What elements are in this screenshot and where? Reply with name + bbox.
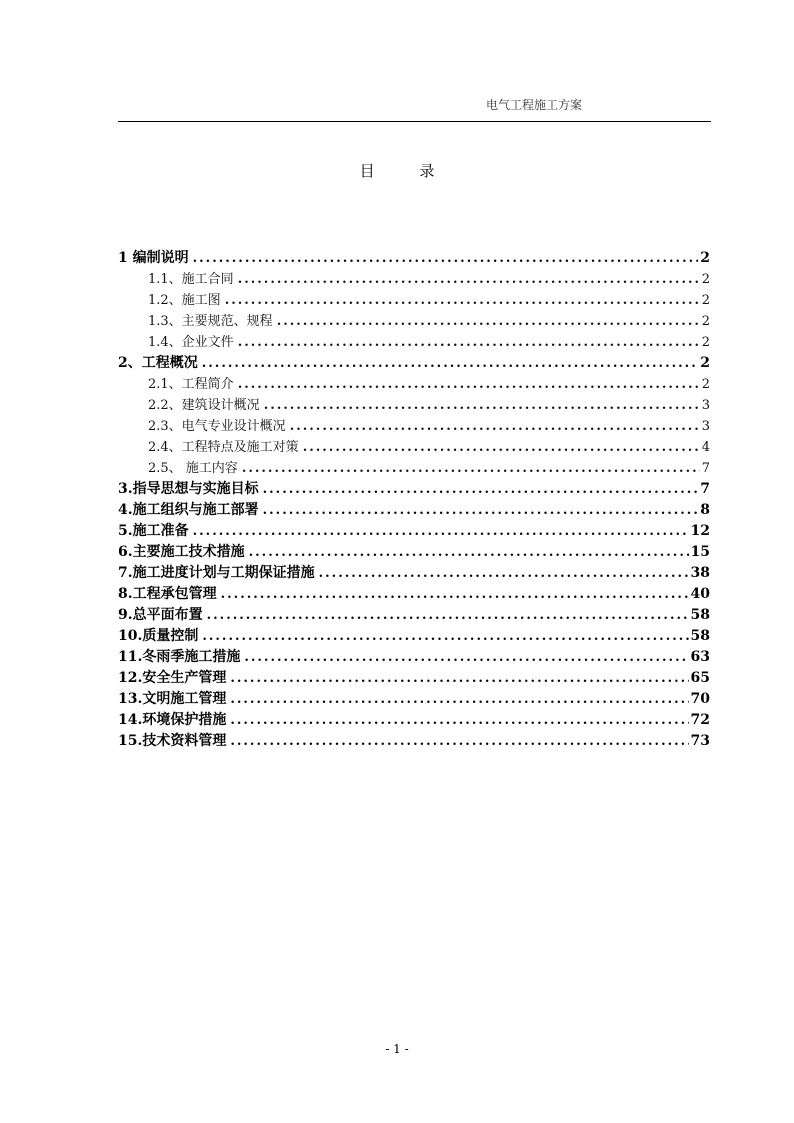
toc-leader-dots: [230, 689, 688, 710]
toc-entry-label: 2.3、电气专业设计概况: [148, 419, 286, 434]
toc-leader-dots: [193, 521, 689, 542]
toc-entry-label: 1.4、企业文件: [148, 335, 234, 350]
toc-entry-page: 73: [690, 733, 710, 749]
toc-entry-label: 12.安全生产管理: [118, 670, 227, 686]
toc-entry[interactable]: [118, 374, 710, 395]
toc-entry[interactable]: [118, 416, 710, 437]
toc-entry-label: 2.5、 施工内容: [148, 461, 238, 476]
toc-leader-dots: [193, 248, 699, 269]
toc-leader-dots: [249, 542, 689, 563]
toc-leader-dots: [225, 290, 700, 311]
toc-entry[interactable]: [118, 605, 710, 626]
toc-leader-dots: [230, 668, 688, 689]
toc-entry-label: 9.总平面布置: [118, 607, 203, 623]
toc-leader-dots: [230, 731, 688, 752]
toc-entry-page: 72: [690, 712, 710, 728]
page-number: - 1 -: [385, 1042, 409, 1056]
toc-entry[interactable]: [118, 521, 710, 542]
header-title: 电气工程施工方案: [485, 98, 582, 112]
toc-entry[interactable]: [118, 563, 710, 584]
toc-entry[interactable]: [118, 626, 710, 647]
toc-entry[interactable]: [118, 731, 710, 752]
toc-entry-page: 4: [701, 440, 710, 455]
toc-entry-page: 7: [700, 481, 710, 497]
toc-leader-dots: [303, 437, 700, 458]
toc-entry[interactable]: [118, 332, 710, 353]
toc-leader-dots: [238, 269, 700, 290]
toc-entry-page: 2: [701, 314, 710, 329]
toc-entry-page: 3: [701, 398, 710, 413]
toc-leader-dots: [264, 395, 700, 416]
toc-entry[interactable]: [118, 710, 710, 731]
toc-entry-page: 15: [690, 544, 710, 560]
toc-entry-page: 2: [701, 272, 710, 287]
toc-entry-page: 2: [701, 293, 710, 308]
toc-entry-page: 63: [690, 649, 710, 665]
toc-entry-label: 4.施工组织与施工部署: [118, 502, 259, 518]
toc-entry-label: 2、工程概况: [118, 355, 198, 371]
toc-leader-dots: [319, 563, 689, 584]
toc-entry[interactable]: [118, 311, 710, 332]
toc-leader-dots: [263, 500, 699, 521]
toc-entry-label: 1.2、施工图: [148, 293, 221, 308]
toc-entry-page: 58: [690, 628, 710, 644]
toc-leader-dots: [202, 626, 688, 647]
toc-leader-dots: [277, 311, 700, 332]
toc-entry-label: 2.4、工程特点及施工对策: [148, 440, 299, 455]
toc-leader-dots: [238, 374, 700, 395]
toc-leader-dots: [238, 332, 700, 353]
toc-entry-label: 7.施工进度计划与工期保证措施: [118, 565, 315, 581]
toc-entry[interactable]: [118, 479, 710, 500]
toc-entry-page: 2: [700, 250, 710, 266]
toc-leader-dots: [202, 353, 699, 374]
toc-entry-label: 5.施工准备: [118, 523, 189, 539]
toc-entry[interactable]: [118, 458, 710, 479]
toc-entry-page: 38: [690, 565, 710, 581]
toc-entry-label: 15.技术资料管理: [118, 733, 227, 749]
toc-entry-page: 70: [690, 691, 710, 707]
toc-entry-label: 13.文明施工管理: [118, 691, 227, 707]
toc-entry-label: 14.环境保护措施: [118, 712, 227, 728]
toc-entry-page: 58: [690, 607, 710, 623]
toc-entry-label: 2.2、建筑设计概况: [148, 398, 260, 413]
toc-title: 目 录: [359, 162, 455, 180]
toc-entry-page: 7: [701, 461, 710, 476]
toc-entry-page: 2: [701, 335, 710, 350]
toc-leader-dots: [290, 416, 700, 437]
toc-entry-label: 3.指导思想与实施目标: [118, 481, 259, 497]
toc-entry-page: 12: [690, 523, 710, 539]
toc-entry[interactable]: [118, 395, 710, 416]
toc-entry-page: 40: [690, 586, 710, 602]
toc-leader-dots: [263, 479, 699, 500]
toc-entry-label: 8.工程承包管理: [118, 586, 217, 602]
toc-leader-dots: [230, 710, 688, 731]
toc-entry[interactable]: [118, 290, 710, 311]
toc-entry-label: 2.1、工程简介: [148, 377, 234, 392]
toc-leader-dots: [244, 647, 688, 668]
toc-entry-page: 65: [690, 670, 710, 686]
toc-entry[interactable]: [118, 269, 710, 290]
toc-entry-page: 8: [700, 502, 710, 518]
toc-entry[interactable]: [118, 584, 710, 605]
header-rule: [118, 121, 711, 122]
toc-entry-label: 6.主要施工技术措施: [118, 544, 245, 560]
toc-entry-page: 2: [700, 355, 710, 371]
toc-leader-dots: [221, 584, 689, 605]
toc-entry[interactable]: [118, 647, 710, 668]
toc-entry-label: 10.质量控制: [118, 628, 199, 644]
toc-entry-label: 1.1、施工合同: [148, 272, 234, 287]
toc-entry-label: 1 编制说明: [118, 250, 189, 266]
toc-entry[interactable]: [118, 689, 710, 710]
toc-entry[interactable]: [118, 542, 710, 563]
toc-entry[interactable]: [118, 668, 710, 689]
toc-entry-page: 3: [701, 419, 710, 434]
toc-entry[interactable]: [118, 437, 710, 458]
toc-entry-page: 2: [701, 377, 710, 392]
toc-entry[interactable]: [118, 500, 710, 521]
toc-leader-dots: [242, 458, 700, 479]
toc-entry[interactable]: [118, 353, 710, 374]
toc-entry[interactable]: [118, 248, 710, 269]
table-of-contents: [118, 248, 710, 752]
toc-entry-label: 1.3、主要规范、规程: [148, 314, 273, 329]
toc-leader-dots: [207, 605, 689, 626]
toc-entry-label: 11.冬雨季施工措施: [118, 649, 241, 665]
